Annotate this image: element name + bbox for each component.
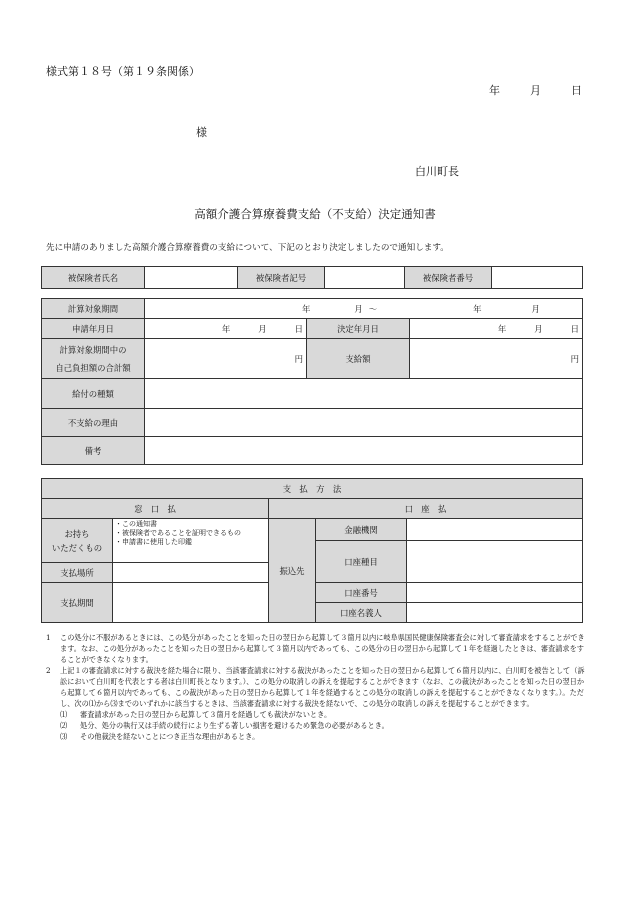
application-date-label: 申請年月日 <box>42 319 145 339</box>
period-to-year: 年 <box>473 303 482 314</box>
window-payment-header: 窓 口 払 <box>42 499 269 519</box>
sub-note-text: 処分、処分の執行又は手続の続行により生ずる著しい損害を避けるため緊急の必要があるとき。 <box>80 721 389 730</box>
insured-number-field[interactable] <box>492 267 583 289</box>
bring-items-label <box>42 519 113 563</box>
payment-place-field[interactable] <box>113 563 269 583</box>
account-holder-label: 口座名義人 <box>316 603 407 623</box>
insured-symbol-field[interactable] <box>325 267 405 289</box>
benefit-type-label: 給付の種類 <box>42 379 145 409</box>
period-to-month: 月 <box>531 303 540 314</box>
sub-note-text: 審査請求があった日の翌日から起算して３箇月を経過しても裁決がないとき。 <box>80 710 332 719</box>
period-label: 計算対象期間 <box>42 299 145 319</box>
payment-period-field[interactable] <box>113 583 269 623</box>
payment-method-table <box>41 478 583 623</box>
document-title: 高額介護合算療養費支給（不支給）決定通知書 <box>194 207 436 221</box>
period-field[interactable] <box>145 299 583 319</box>
application-date-field[interactable] <box>145 319 307 339</box>
decision-date-label: 決定年月日 <box>307 319 410 339</box>
account-payment-header: 口 座 払 <box>269 499 583 519</box>
payment-place-label: 支払場所 <box>42 563 113 583</box>
account-holder-field[interactable] <box>407 603 583 623</box>
insured-info-table <box>41 266 583 289</box>
app-year: 年 <box>221 323 231 334</box>
decision-month: 月 <box>534 323 543 334</box>
payment-yen: 円 <box>570 353 580 364</box>
sub-note-item <box>46 731 586 742</box>
payment-period-label: 支払期間 <box>42 583 113 623</box>
remarks-label: 備考 <box>42 437 145 465</box>
addressee: 様 <box>196 126 207 139</box>
benefit-type-field[interactable] <box>145 379 583 409</box>
note-item <box>46 632 586 665</box>
issuer: 白川町長 <box>415 165 459 178</box>
copay-total-label <box>42 339 145 379</box>
sub-note-number: ⑵ <box>60 721 68 730</box>
account-number-label: 口座番号 <box>316 583 407 603</box>
payment-amount-field[interactable] <box>410 339 583 379</box>
app-day: 日 <box>294 323 303 334</box>
bring-label-line-2: いただくもの <box>51 542 103 553</box>
form-number: 様式第１８号（第１９条関係） <box>46 65 200 78</box>
sub-note-text: その他裁決を経ないことにつき正当な理由があるとき。 <box>80 732 260 741</box>
insured-symbol-label: 被保険者記号 <box>238 267 325 289</box>
bring-item: ・この通知書 <box>115 520 157 528</box>
period-from-month: 月 <box>354 303 363 314</box>
bank-field[interactable] <box>407 519 583 541</box>
non-payment-reason-label: 不支給の理由 <box>42 409 145 437</box>
bring-item: ・申請書に使用した印鑑 <box>115 538 192 546</box>
account-number-field[interactable] <box>407 583 583 603</box>
issue-date <box>489 82 582 98</box>
date-year: 年 <box>489 84 500 97</box>
bring-items-list <box>113 519 269 563</box>
copay-total-field[interactable] <box>145 339 307 379</box>
notes-section <box>46 632 586 742</box>
sub-note-item <box>46 709 586 720</box>
period-from-year: 年 <box>302 303 311 314</box>
date-day: 日 <box>571 84 582 97</box>
account-type-field[interactable] <box>407 541 583 583</box>
copay-label-line-2: 自己負担額の合計額 <box>55 362 131 373</box>
bring-label-line-1: お持ち <box>64 528 90 539</box>
insured-number-label: 被保険者番号 <box>405 267 492 289</box>
date-month: 月 <box>530 84 541 97</box>
app-month: 月 <box>258 323 267 334</box>
insured-name-field[interactable] <box>145 267 238 289</box>
transfer-label: 振込先 <box>269 519 316 623</box>
bank-label: 金融機関 <box>316 519 407 541</box>
copay-yen: 円 <box>294 353 303 364</box>
intro-text: 先に申請のありました高額介護合算療養費の支給について、下記のとおり決定しましたので通知します。 <box>46 243 449 253</box>
insured-name-label: 被保険者氏名 <box>42 267 145 289</box>
decision-year: 年 <box>497 323 507 334</box>
note-text: この処分に不服があるときには、この処分があったことを知った日の翌日から起算して３箇月以内に岐阜県国民健康保険審査会に対して審査請求をすることができます。なお、この処分があったことを知った日の翌日から起算して３箇月以内であっても、この処分の日の翌日から起算して１年を経過したときは、審査請求をすることができなくなります。 <box>60 633 585 664</box>
note-number: 2 <box>46 666 51 675</box>
payment-method-header: 支 払 方 法 <box>42 479 583 499</box>
period-tilde: ～ <box>368 303 378 314</box>
bring-item: ・被保険者であることを証明できるもの <box>115 529 241 537</box>
copay-label-line-1: 計算対象期間中の <box>59 344 127 355</box>
non-payment-reason-field[interactable] <box>145 409 583 437</box>
note-number: 1 <box>46 633 51 642</box>
payment-amount-label: 支給額 <box>307 339 410 379</box>
sub-note-number: ⑶ <box>60 732 68 741</box>
decision-day: 日 <box>570 323 580 334</box>
details-table <box>41 298 583 465</box>
sub-note-item <box>46 720 586 731</box>
account-type-label: 口座種目 <box>316 541 407 583</box>
decision-date-field[interactable] <box>410 319 583 339</box>
note-text: 上記１の審査請求に対する裁決を経た場合に限り、当該審査請求に対する裁決があったことを知った日の翌日から起算して６箇月以内に、白川町を被告として（訴訟において白川町を代表とする者は白川町長となります。）、この処分の取消しの訴えを提起することができます（なお、この裁決があったことを知った日の翌日から起算して６箇月以内であっても、この裁決があった日の翌日から起算して１年を経過するとこの処分の取消しの訴えを提起することができなくなります。）。ただし、次の⑴から⑶までのいずれかに該当するときは、当該審査請求に対する裁決を経ないで、この処分の取消しの訴えを提起することができます。 <box>60 666 585 708</box>
note-item <box>46 665 586 709</box>
remarks-field[interactable] <box>145 437 583 465</box>
sub-note-number: ⑴ <box>60 710 68 719</box>
